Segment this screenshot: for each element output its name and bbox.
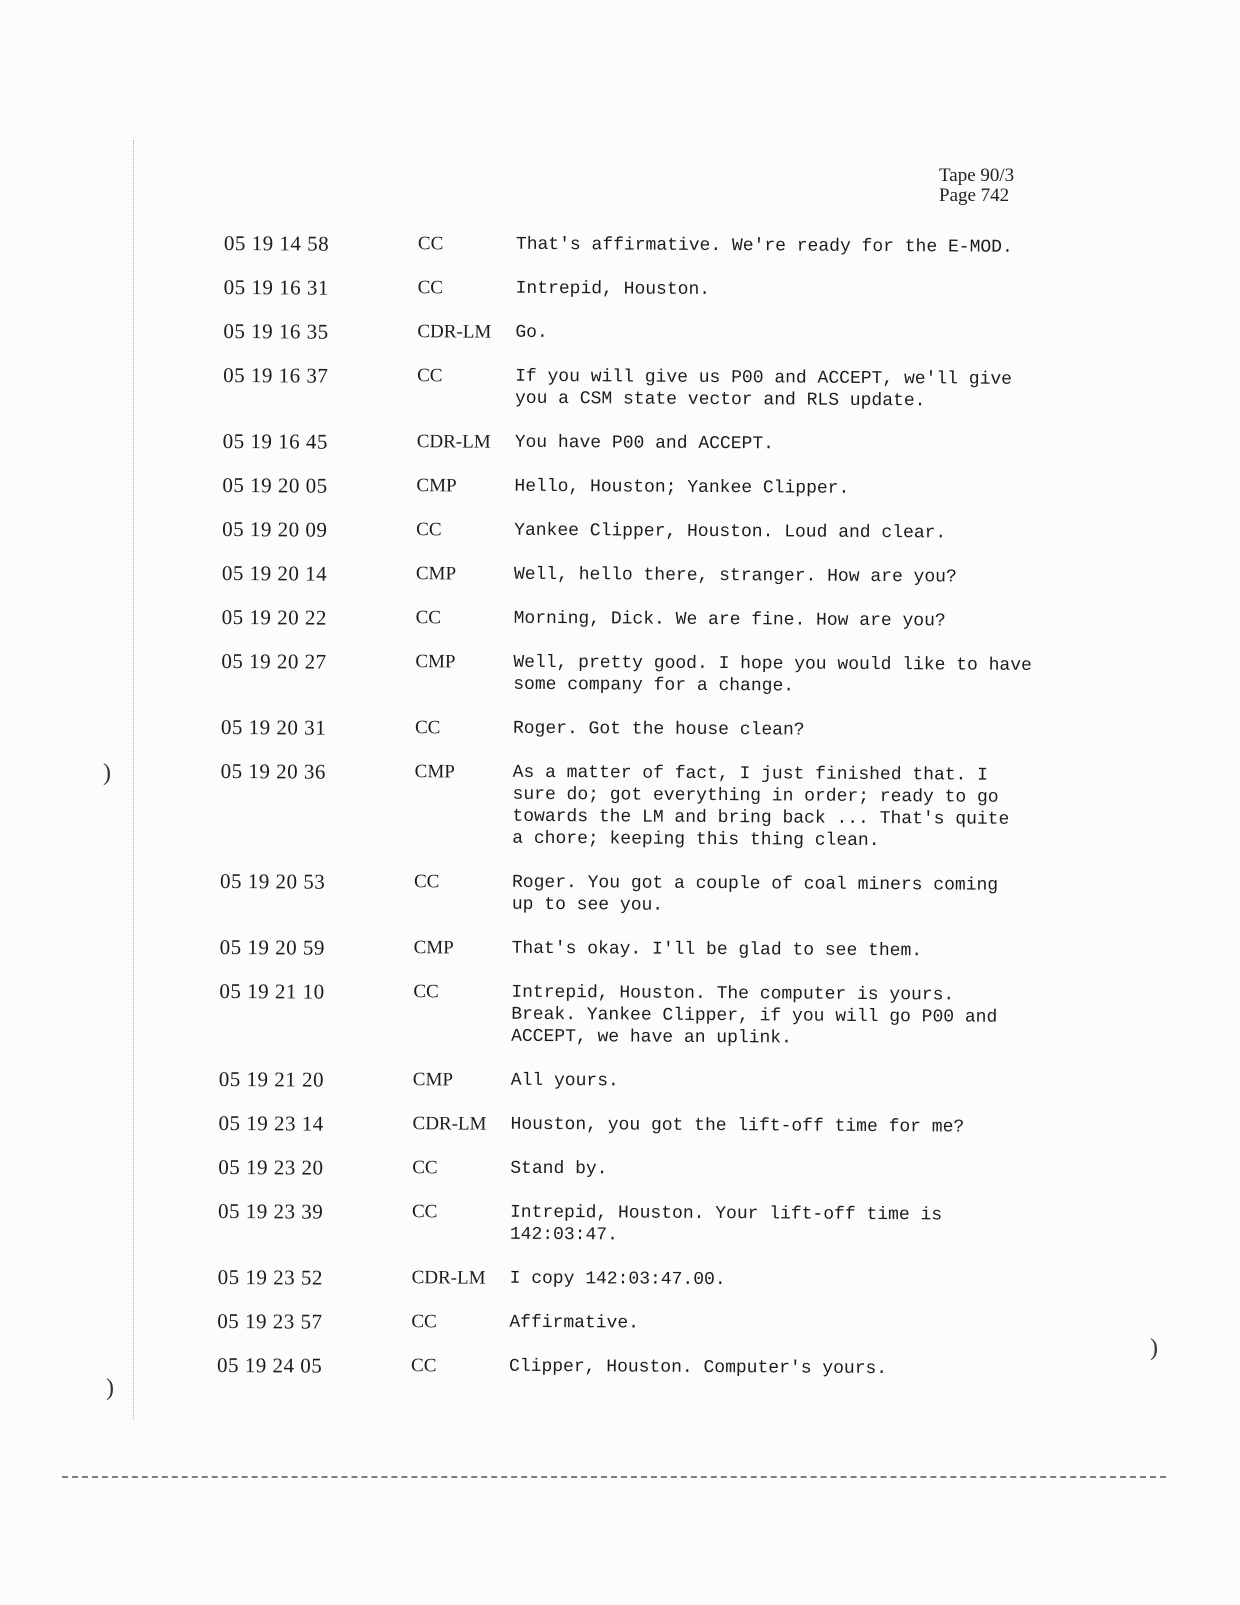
timestamp: 05 19 21 20 [218,1066,325,1092]
transcript-row [222,606,1122,633]
speaker: CC [417,365,443,387]
utterance-text: Hello, Houston; Yankee Clipper. [514,476,850,499]
utterance-text: That's okay. I'll be glad to see them. [511,938,923,962]
utterance-text: I copy 142:03:47.00. [509,1268,726,1291]
speaker: CC [412,1157,438,1179]
utterance-text: Clipper, Houston. Computer's yours. [509,1356,888,1380]
utterance-text: As a matter of fact, I just finished that. I sure do; got everything in order; ready to go towards the LM and bring back ... That's quite a chore; keeping this thing clean. [512,762,1010,852]
timestamp: 05 19 23 52 [217,1264,323,1290]
transcript-row [217,1354,1117,1381]
timestamp: 05 19 23 57 [217,1308,323,1334]
utterance-text: Intrepid, Houston. [515,278,711,300]
transcript-row [222,474,1122,501]
utterance-text: Roger. Got the house clean? [512,718,805,741]
transcript-row [222,518,1122,545]
timestamp: 05 19 23 20 [218,1154,324,1180]
transcript-row [221,650,1121,699]
utterance-text: If you will give us P00 and ACCEPT, we'll give you a CSM state vector and RLS update. [514,366,1013,412]
speaker: CC [414,717,441,739]
timestamp: 05 19 20 27 [221,648,327,674]
tape-number: Tape 90/3 [939,165,1015,186]
speaker: CC [411,1355,437,1377]
utterance-text: Houston, you got the lift-off time for me? [510,1114,965,1138]
transcript-row [223,320,1123,347]
transcript-row [218,1200,1118,1249]
utterance-text: Roger. You got a couple of coal miners coming up to see you. [511,872,999,916]
speaker: CC [417,233,444,255]
transcript-row [224,232,1124,259]
utterance-text: Well, hello there, stranger. How are you? [513,564,957,588]
page-header [939,166,1014,206]
speaker: CDR-LM [416,431,491,453]
margin-paren-mark: ) [103,760,111,786]
utterance-text: Morning, Dick. We are fine. How are you? [513,608,946,632]
utterance-text: You have P00 and ACCEPT. [514,432,775,455]
timestamp: 05 19 23 14 [218,1110,324,1136]
speaker: CMP [416,475,457,497]
transcript-row [217,1310,1117,1337]
timestamp: 05 19 20 36 [220,758,327,784]
timestamp: 05 19 16 31 [223,274,329,300]
page-number: Page 742 [939,185,1010,206]
binding-margin-marks [133,140,134,1420]
timestamp: 05 19 20 53 [219,868,326,894]
transcript-row [223,364,1123,413]
speaker: CC [411,1311,437,1333]
speaker: CC [417,277,444,299]
timestamp: 05 19 16 37 [223,362,329,388]
transcript-row [220,760,1121,853]
utterance-text: Go. [515,322,548,343]
margin-paren-mark: ) [106,1375,114,1401]
utterance-text: All yours. [510,1070,619,1092]
timestamp: 05 19 23 39 [217,1198,324,1224]
timestamp: 05 19 20 59 [219,934,325,960]
utterance-text: Intrepid, Houston. The computer is yours. Break. Yankee Clipper, if you will go P00 and ACCEPT, we have an uplink. [511,982,998,1049]
speaker: CDR-LM [412,1113,487,1135]
speaker: CMP [415,563,457,585]
utterance-text: That's affirmative. We're ready for the E-MOD. [515,234,1013,258]
speaker: CC [411,1201,438,1223]
transcript-row [218,1266,1118,1293]
timestamp: 05 19 16 45 [222,428,329,454]
transcript-row [222,562,1122,589]
transcript-list [217,232,1124,1403]
timestamp: 05 19 14 58 [223,231,330,256]
timestamp: 05 19 20 14 [221,560,328,586]
transcript-row [218,1112,1118,1139]
speaker: CDR-LM [417,321,492,343]
timestamp: 05 19 20 05 [222,472,328,498]
speaker: CDR-LM [411,1267,486,1289]
transcript-row [224,276,1124,303]
utterance-text: Affirmative. [509,1312,640,1334]
speaker: CC [413,981,439,1003]
speaker: CC [416,519,442,541]
timestamp: 05 19 24 05 [217,1352,323,1378]
timestamp: 05 19 16 35 [223,318,329,344]
transcript-row [218,1156,1118,1183]
transcript-row [223,430,1123,457]
speaker: CMP [415,651,456,673]
transcript-row [220,936,1120,963]
utterance-text: Yankee Clipper, Houston. Loud and clear. [514,520,947,544]
utterance-text: Stand by. [510,1158,608,1180]
timestamp: 05 19 20 22 [221,604,327,630]
utterance-text: Intrepid, Houston. Your lift-off time is 142:03:47. [509,1202,943,1246]
speaker: CMP [412,1069,454,1091]
margin-paren-mark: ) [1150,1335,1158,1361]
speaker: CC [415,607,442,629]
transcript-row [219,1068,1119,1095]
timestamp: 05 19 21 10 [219,978,325,1004]
timestamp: 05 19 20 31 [220,714,327,740]
footer-rule [62,1476,1166,1478]
speaker: CMP [413,937,454,959]
speaker: CC [413,871,440,893]
transcript-row [219,980,1119,1051]
transcript-row [221,716,1121,743]
transcript-row [220,870,1120,919]
speaker: CMP [414,761,455,783]
utterance-text: Well, pretty good. I hope you would like to have some company for a change. [513,652,1032,697]
timestamp: 05 19 20 09 [222,516,328,542]
